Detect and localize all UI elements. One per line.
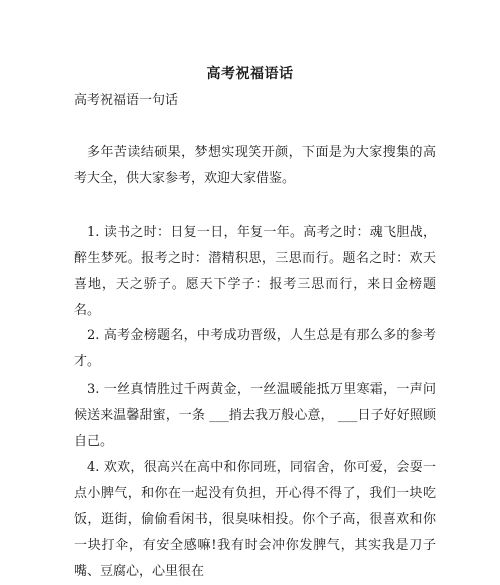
paragraph-3: 3. 一丝真情胜过千两黄金，一丝温暖能抵万里寒霜，一声问候送来温馨甜蜜，一条 ___捎去我万般心意， ___日子好好照顾自己。 (74, 382, 436, 449)
paragraph-4: 4. 欢欢，很高兴在高中和你同班，同宿舍，你可爱，会耍一点小脾气，和你在一起没有负担，开心得不得了，我们一块吃饭，逛街，偷偷看闲书，很臭味相投。你个子高，很喜欢和你一块打伞，有安全感嘛!我有时会冲你发脾气，其实我是刀子嘴、豆腐心，心里很在 (74, 460, 436, 579)
intro-paragraph: 多年苦读结硕果，梦想实现笑开颜，下面是为大家搜集的高考大全，供大家参考，欢迎大家借鉴。 (74, 145, 436, 186)
document-subtitle: 高考祝福语一句话 (74, 93, 179, 108)
paragraph-2: 2. 高考金榜题名，中考成功晋级，人生总是有那么多的参考才。 (74, 328, 436, 369)
paragraph-1: 1. 读书之时：日复一日，年复一年。高考之时：魂飞胆战，醉生梦死。报考之时：潜精积思，三思而行。题名之时：欢天喜地，天之骄子。愿天下学子：报考三思而行，来日金榜题名。 (74, 225, 436, 318)
document-title: 高考祝福语话 (206, 66, 294, 82)
